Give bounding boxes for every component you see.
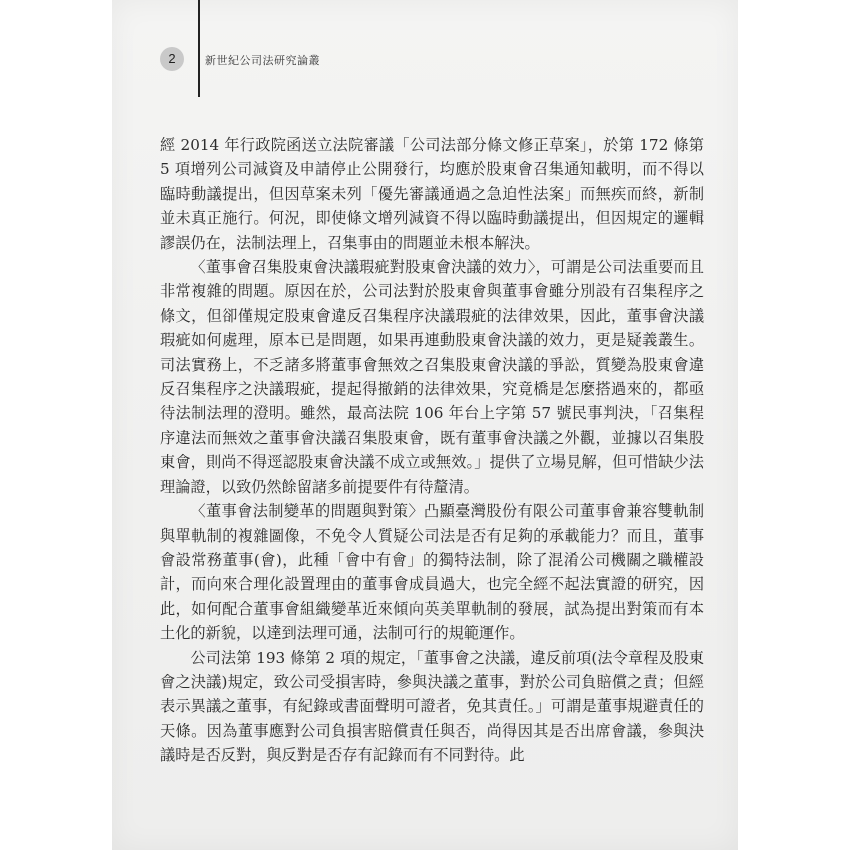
paragraph: 公司法第 193 條第 2 項的規定，「董事會之決議，違反前項(法令章程及股東會之決議)規定，致公司受損害時，參與決議之董事，對於公司負賠償之責；但經表示異議之董事，有紀錄或書面聲明可證者，免其責任。」可謂是董事規避責任的天條。因為董事應對公司負損害賠償責任與否，尚得因其是否出席會議，參與決議時是否反對，與反對是否存有記錄而有不同對待。此	[160, 648, 704, 765]
header-divider	[198, 0, 200, 97]
book-page	[112, 0, 738, 850]
running-head: 新世紀公司法研究論叢	[205, 54, 320, 67]
paragraph: 經 2014 年行政院函送立法院審議「公司法部分條文修正草案」，於第 172 條第 5 項增列公司減資及申請停止公開發行，均應於股東會召集通知載明，而不得以臨時動議提出，但因草案未列「優先審議通過之急迫性法案」而無疾而終，新制並未真正施行。何況，即使條文增列減資不得以臨時動議提出，但因規定的邏輯謬誤仍在，法制法理上，召集事由的問題並未根本解決。	[160, 136, 704, 252]
paragraph: 〈董事會法制變革的問題與對策〉凸顯臺灣股份有限公司董事會兼容雙軌制與單軌制的複雜圖像，不免令人質疑公司法是否有足夠的承載能力？而且，董事會設常務董事(會)，此種「會中有會」的獨特法制，除了混淆公司機關之職權設計，而向來合理化設置理由的董事會成員過大，也完全經不起法實證的研究，因此，如何配合董事會組織變革近來傾向英美單軌制的發展，試為提出對策而有本土化的新貌，以達到法理可通，法制可行的規範運作。	[160, 502, 704, 643]
page-number-badge: 2	[160, 47, 184, 71]
body-text	[160, 133, 704, 768]
paragraph: 〈董事會召集股東會決議瑕疵對股東會決議的效力〉，可謂是公司法重要而且非常複雜的問題。原因在於，公司法對於股東會與董事會雖分別設有召集程序之條文，但卻僅規定股東會違反召集程序決議瑕疵的法律效果，因此，董事會決議瑕疵如何處理，原本已是問題，如果再連動股東會決議的效力，更是疑義叢生。司法實務上，不乏諸多將董事會無效之召集股東會決議的爭訟，質變為股東會違反召集程序之決議瑕疵，提起得撤銷的法律效果，究竟橋是怎麼搭過來的，都亟待法制法理的澄明。雖然，最高法院 106 年台上字第 57 號民事判決，「召集程序違法而無效之董事會決議召集股東會，既有董事會決議之外觀，並據以召集股東會，則尚不得逕認股東會決議不成立或無效。」提供了立場見解，但可惜缺少法理論證，以致仍然餘留諸多前提要件有待釐清。	[160, 258, 704, 496]
